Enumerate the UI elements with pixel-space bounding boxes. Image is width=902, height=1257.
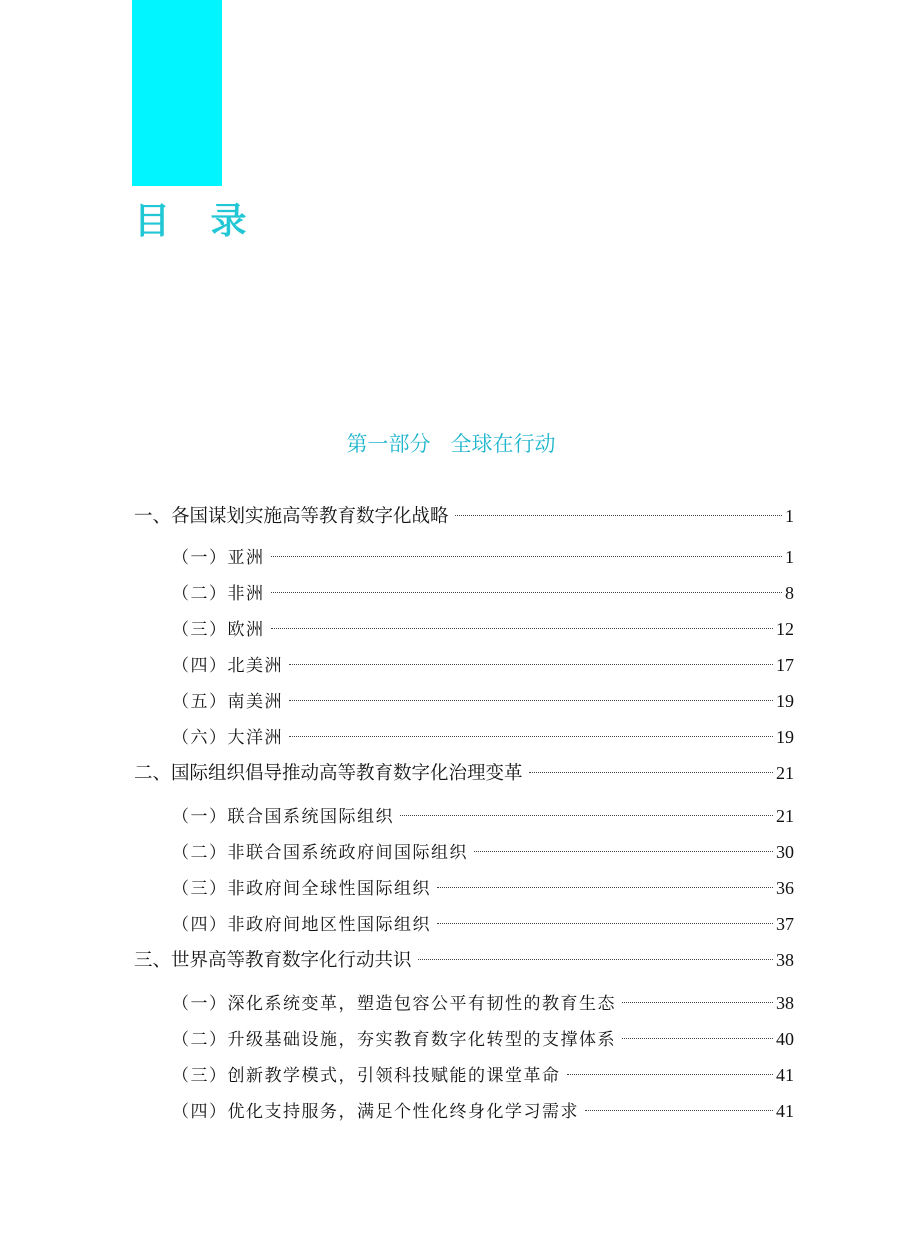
- dot-leader: [455, 515, 782, 516]
- toc-page-number: 36: [776, 878, 794, 898]
- toc-entry-label: （三）创新教学模式，引领科技赋能的课堂革命: [172, 1066, 561, 1086]
- toc-subsection-1-5[interactable]: [172, 686, 794, 716]
- dot-leader: [622, 1002, 773, 1003]
- toc-page-number: 8: [785, 583, 794, 603]
- dot-leader: [400, 815, 773, 816]
- toc-page-number: 41: [776, 1101, 794, 1121]
- toc-subsection-2-2[interactable]: [172, 837, 794, 867]
- toc-page-number: 21: [776, 763, 794, 783]
- dot-leader: [289, 736, 773, 737]
- toc-page-number: 30: [776, 842, 794, 862]
- toc-subsection-1-6[interactable]: [172, 722, 794, 752]
- toc-subsection-2-3[interactable]: [172, 873, 794, 903]
- toc-subsection-1-4[interactable]: [172, 650, 794, 680]
- toc-subsection-3-1[interactable]: [172, 988, 794, 1018]
- dot-leader: [529, 772, 773, 773]
- dot-leader: [271, 556, 783, 557]
- toc-subsection-2-1[interactable]: [172, 801, 794, 831]
- dot-leader: [437, 887, 773, 888]
- toc-entry-label: （三）非政府间全球性国际组织: [172, 879, 431, 899]
- toc-subsection-3-2[interactable]: [172, 1024, 794, 1054]
- toc-subsection-1-3[interactable]: [172, 614, 794, 644]
- dot-leader: [585, 1110, 773, 1111]
- dot-leader: [567, 1074, 774, 1075]
- toc-section-3[interactable]: [134, 945, 794, 975]
- toc-entry-label: （二）非联合国系统政府间国际组织: [172, 843, 468, 863]
- toc-section-1[interactable]: [134, 501, 794, 531]
- dot-leader: [271, 628, 774, 629]
- toc-entry-label: （二）升级基础设施，夯实教育数字化转型的支撑体系: [172, 1030, 616, 1050]
- toc-entry-label: （一）深化系统变革，塑造包容公平有韧性的教育生态: [172, 994, 616, 1014]
- part-heading: 第一部分 全球在行动: [346, 432, 556, 456]
- toc-entry-label: （四）非政府间地区性国际组织: [172, 915, 431, 935]
- dot-leader: [437, 923, 773, 924]
- dot-leader: [474, 851, 773, 852]
- toc-page-number: 19: [776, 691, 794, 711]
- toc-entry-label: （二）非洲: [172, 584, 265, 604]
- toc-page-number: 38: [776, 950, 794, 970]
- toc-entry-label: 三、世界高等教育数字化行动共识: [134, 950, 412, 971]
- toc-page-number: 1: [785, 506, 794, 526]
- toc-page-number: 17: [776, 655, 794, 675]
- toc-entry-label: （五）南美洲: [172, 692, 283, 712]
- toc-subsection-3-4[interactable]: [172, 1096, 794, 1126]
- toc-entry-label: （一）亚洲: [172, 548, 265, 568]
- toc-subsection-3-3[interactable]: [172, 1060, 794, 1090]
- toc-page-number: 38: [776, 993, 794, 1013]
- toc-subsection-2-4[interactable]: [172, 909, 794, 939]
- dot-leader: [289, 700, 773, 701]
- decorative-color-block: [132, 0, 222, 186]
- dot-leader: [271, 592, 783, 593]
- toc-subsection-1-2[interactable]: [172, 578, 794, 608]
- toc-entry-label: （六）大洋洲: [172, 728, 283, 748]
- dot-leader: [289, 664, 773, 665]
- toc-page-number: 40: [776, 1029, 794, 1049]
- toc-page-number: 37: [776, 914, 794, 934]
- toc-page-number: 1: [785, 547, 794, 567]
- toc-page-number: 12: [776, 619, 794, 639]
- toc-subsection-1-1[interactable]: [172, 542, 794, 572]
- toc-page-number: 21: [776, 806, 794, 826]
- toc-entry-label: （四）优化支持服务，满足个性化终身化学习需求: [172, 1102, 579, 1122]
- page-title: 目 录: [134, 201, 261, 242]
- toc-page-number: 41: [776, 1065, 794, 1085]
- dot-leader: [622, 1038, 773, 1039]
- toc-entry-label: （一）联合国系统国际组织: [172, 807, 394, 827]
- dot-leader: [418, 959, 773, 960]
- toc-entry-label: 二、国际组织倡导推动高等教育数字化治理变革: [134, 763, 523, 784]
- toc-entry-label: （四）北美洲: [172, 656, 283, 676]
- toc-page-number: 19: [776, 727, 794, 747]
- toc-section-2[interactable]: [134, 758, 794, 788]
- toc-entry-label: （三）欧洲: [172, 620, 265, 640]
- toc-entry-label: 一、各国谋划实施高等教育数字化战略: [134, 506, 449, 527]
